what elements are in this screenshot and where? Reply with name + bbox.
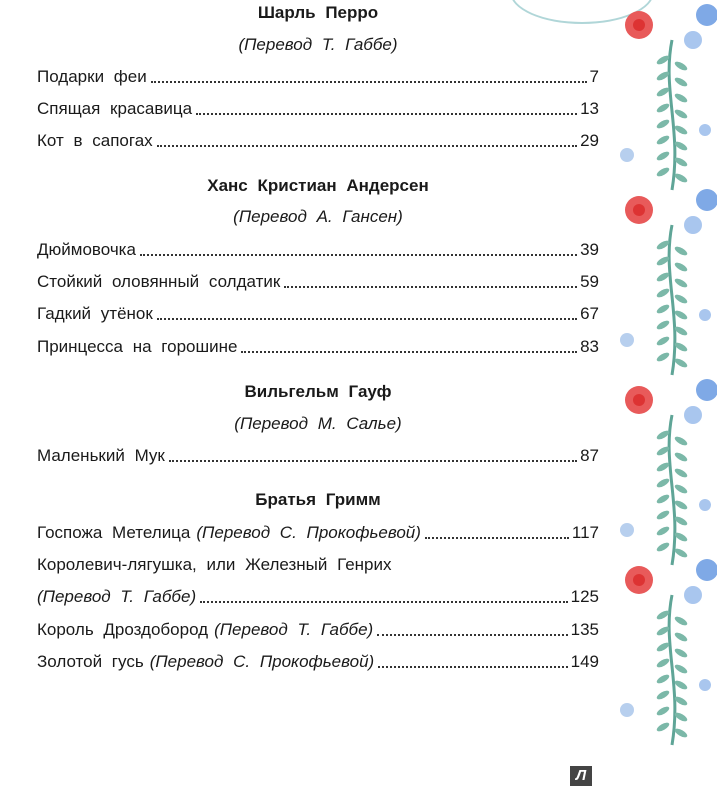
- toc-entry[interactable]: [37, 620, 599, 640]
- entry-title: Дюймовочка: [37, 240, 136, 259]
- leaf: [673, 647, 688, 659]
- toc-entry[interactable]: [37, 523, 599, 543]
- blue-flower-icon: [696, 189, 717, 211]
- page-number: 39: [580, 240, 599, 259]
- toc-entry[interactable]: [37, 304, 599, 324]
- flower-center: [633, 204, 645, 216]
- translator-note: (Перевод А. Гансен): [233, 207, 403, 226]
- toc-entry[interactable]: [37, 131, 599, 151]
- page-number: 135: [570, 620, 599, 639]
- publisher-logo: Л: [570, 766, 592, 786]
- leaf: [673, 631, 688, 643]
- leaf: [673, 663, 688, 675]
- leaf: [673, 92, 688, 104]
- leaf: [655, 525, 670, 537]
- entry-title: Гадкий утёнок: [37, 304, 153, 323]
- leaf: [673, 467, 688, 479]
- leaf: [655, 86, 670, 98]
- leaf: [655, 335, 670, 347]
- leaf: [673, 547, 688, 559]
- leaf: [673, 124, 688, 136]
- leaf: [655, 271, 670, 283]
- leaf: [655, 150, 670, 162]
- blue-flower-icon: [620, 148, 634, 162]
- toc-entry[interactable]: [37, 446, 599, 466]
- dot-leader: [241, 351, 577, 353]
- translator-note: (Перевод Т. Габбе): [238, 35, 398, 54]
- entry-title: Госпожа Метелица: [37, 523, 191, 542]
- dot-leader: [169, 460, 577, 462]
- leaf: [673, 172, 688, 184]
- toc-entry[interactable]: [37, 99, 599, 119]
- blue-flower-icon: [684, 586, 702, 604]
- leaf: [655, 689, 670, 701]
- blue-flower-icon: [696, 4, 717, 26]
- entry-title: Золотой гусь: [37, 652, 144, 671]
- leaf: [655, 134, 670, 146]
- blue-flower-icon: [699, 124, 711, 136]
- translator-note: (Перевод С. Прокофьевой): [149, 652, 375, 671]
- leaf: [673, 60, 688, 72]
- toc-entry[interactable]: [37, 337, 599, 357]
- toc-entry[interactable]: [37, 587, 599, 607]
- blue-flower-icon: [699, 679, 711, 691]
- leaf: [655, 102, 670, 114]
- page-number: 67: [580, 304, 599, 323]
- toc-entry[interactable]: [37, 240, 599, 260]
- dot-leader: [425, 537, 569, 539]
- stem: [669, 40, 675, 190]
- toc-entry[interactable]: [37, 272, 599, 292]
- dot-leader: [157, 318, 577, 320]
- dot-leader: [378, 666, 567, 668]
- blue-flower-icon: [620, 333, 634, 347]
- page-number: 13: [580, 99, 599, 118]
- stem: [669, 595, 675, 745]
- leaf: [673, 451, 688, 463]
- dot-leader: [377, 634, 567, 636]
- leaf: [673, 261, 688, 273]
- leaf: [655, 673, 670, 685]
- leaf: [673, 277, 688, 289]
- author-heading: Вильгельм Гауф: [244, 382, 392, 401]
- floral-border-decoration: [617, 0, 717, 800]
- leaf: [655, 477, 670, 489]
- blue-flower-icon: [684, 31, 702, 49]
- leaf: [655, 493, 670, 505]
- leaf: [673, 76, 688, 88]
- toc-entry[interactable]: [37, 652, 599, 672]
- leaf: [655, 303, 670, 315]
- translator-note: (Перевод М. Салье): [234, 414, 402, 433]
- flower-center: [633, 574, 645, 586]
- dot-leader: [200, 601, 568, 603]
- blue-flower-icon: [684, 406, 702, 424]
- entry-title: Спящая красавица: [37, 99, 193, 118]
- entry-title: Король Дроздобород: [37, 620, 209, 639]
- dot-leader: [157, 145, 577, 147]
- leaf: [655, 705, 670, 717]
- leaf: [673, 293, 688, 305]
- entry-title: Маленький Мук: [37, 446, 165, 465]
- page-number: 83: [580, 337, 599, 356]
- flower-center: [633, 19, 645, 31]
- blue-flower-icon: [620, 703, 634, 717]
- leaf: [655, 641, 670, 653]
- leaf: [655, 166, 670, 178]
- page-number: 87: [580, 446, 599, 465]
- leaf: [655, 351, 670, 363]
- leaf: [673, 357, 688, 369]
- leaf: [673, 615, 688, 627]
- leaf: [673, 435, 688, 447]
- translator-note: (Перевод Т. Габбе): [37, 587, 197, 606]
- leaf: [673, 679, 688, 691]
- toc-entry-title-line[interactable]: [37, 555, 599, 575]
- entry-title: Кот в сапогах: [37, 131, 153, 150]
- entry-title: Подарки феи: [37, 67, 147, 86]
- entry-title: Стойкий оловянный солдатик: [37, 272, 281, 291]
- leaf: [655, 118, 670, 130]
- stem: [669, 415, 675, 565]
- leaf: [673, 309, 688, 321]
- blue-flower-icon: [696, 559, 717, 581]
- leaf: [655, 721, 670, 733]
- leaf: [655, 509, 670, 521]
- blue-flower-icon: [620, 523, 634, 537]
- dot-leader: [140, 254, 577, 256]
- page-number: 59: [580, 272, 599, 291]
- toc-entry[interactable]: [37, 67, 599, 87]
- page-number: 117: [571, 523, 599, 542]
- blue-flower-icon: [696, 379, 717, 401]
- author-heading: Ханс Кристиан Андерсен: [207, 176, 429, 195]
- leaf: [673, 245, 688, 257]
- page-number: 125: [570, 587, 599, 606]
- leaf: [655, 541, 670, 553]
- page-number: 7: [589, 67, 599, 86]
- dot-leader: [196, 113, 577, 115]
- author-heading: Шарль Перро: [257, 3, 379, 22]
- leaf: [655, 319, 670, 331]
- blue-flower-icon: [684, 216, 702, 234]
- stem: [669, 225, 675, 375]
- dot-leader: [284, 286, 577, 288]
- entry-title: Принцесса на горошине: [37, 337, 238, 356]
- flower-center: [633, 394, 645, 406]
- page-number: 149: [570, 652, 599, 671]
- blue-flower-icon: [699, 309, 711, 321]
- page-number: 29: [580, 131, 599, 150]
- leaf: [673, 483, 688, 495]
- author-heading: Братья Гримм: [255, 490, 381, 509]
- leaf: [655, 657, 670, 669]
- leaf: [673, 727, 688, 739]
- translator-note: (Перевод Т. Габбе): [214, 620, 374, 639]
- leaf: [655, 287, 670, 299]
- dot-leader: [151, 81, 587, 83]
- leaf: [673, 499, 688, 511]
- blue-flower-icon: [699, 499, 711, 511]
- leaf: [655, 461, 670, 473]
- leaf: [673, 108, 688, 120]
- entry-title: Королевич-лягушка, или Железный Генрих: [37, 555, 392, 574]
- translator-note: (Перевод С. Прокофьевой): [196, 523, 421, 542]
